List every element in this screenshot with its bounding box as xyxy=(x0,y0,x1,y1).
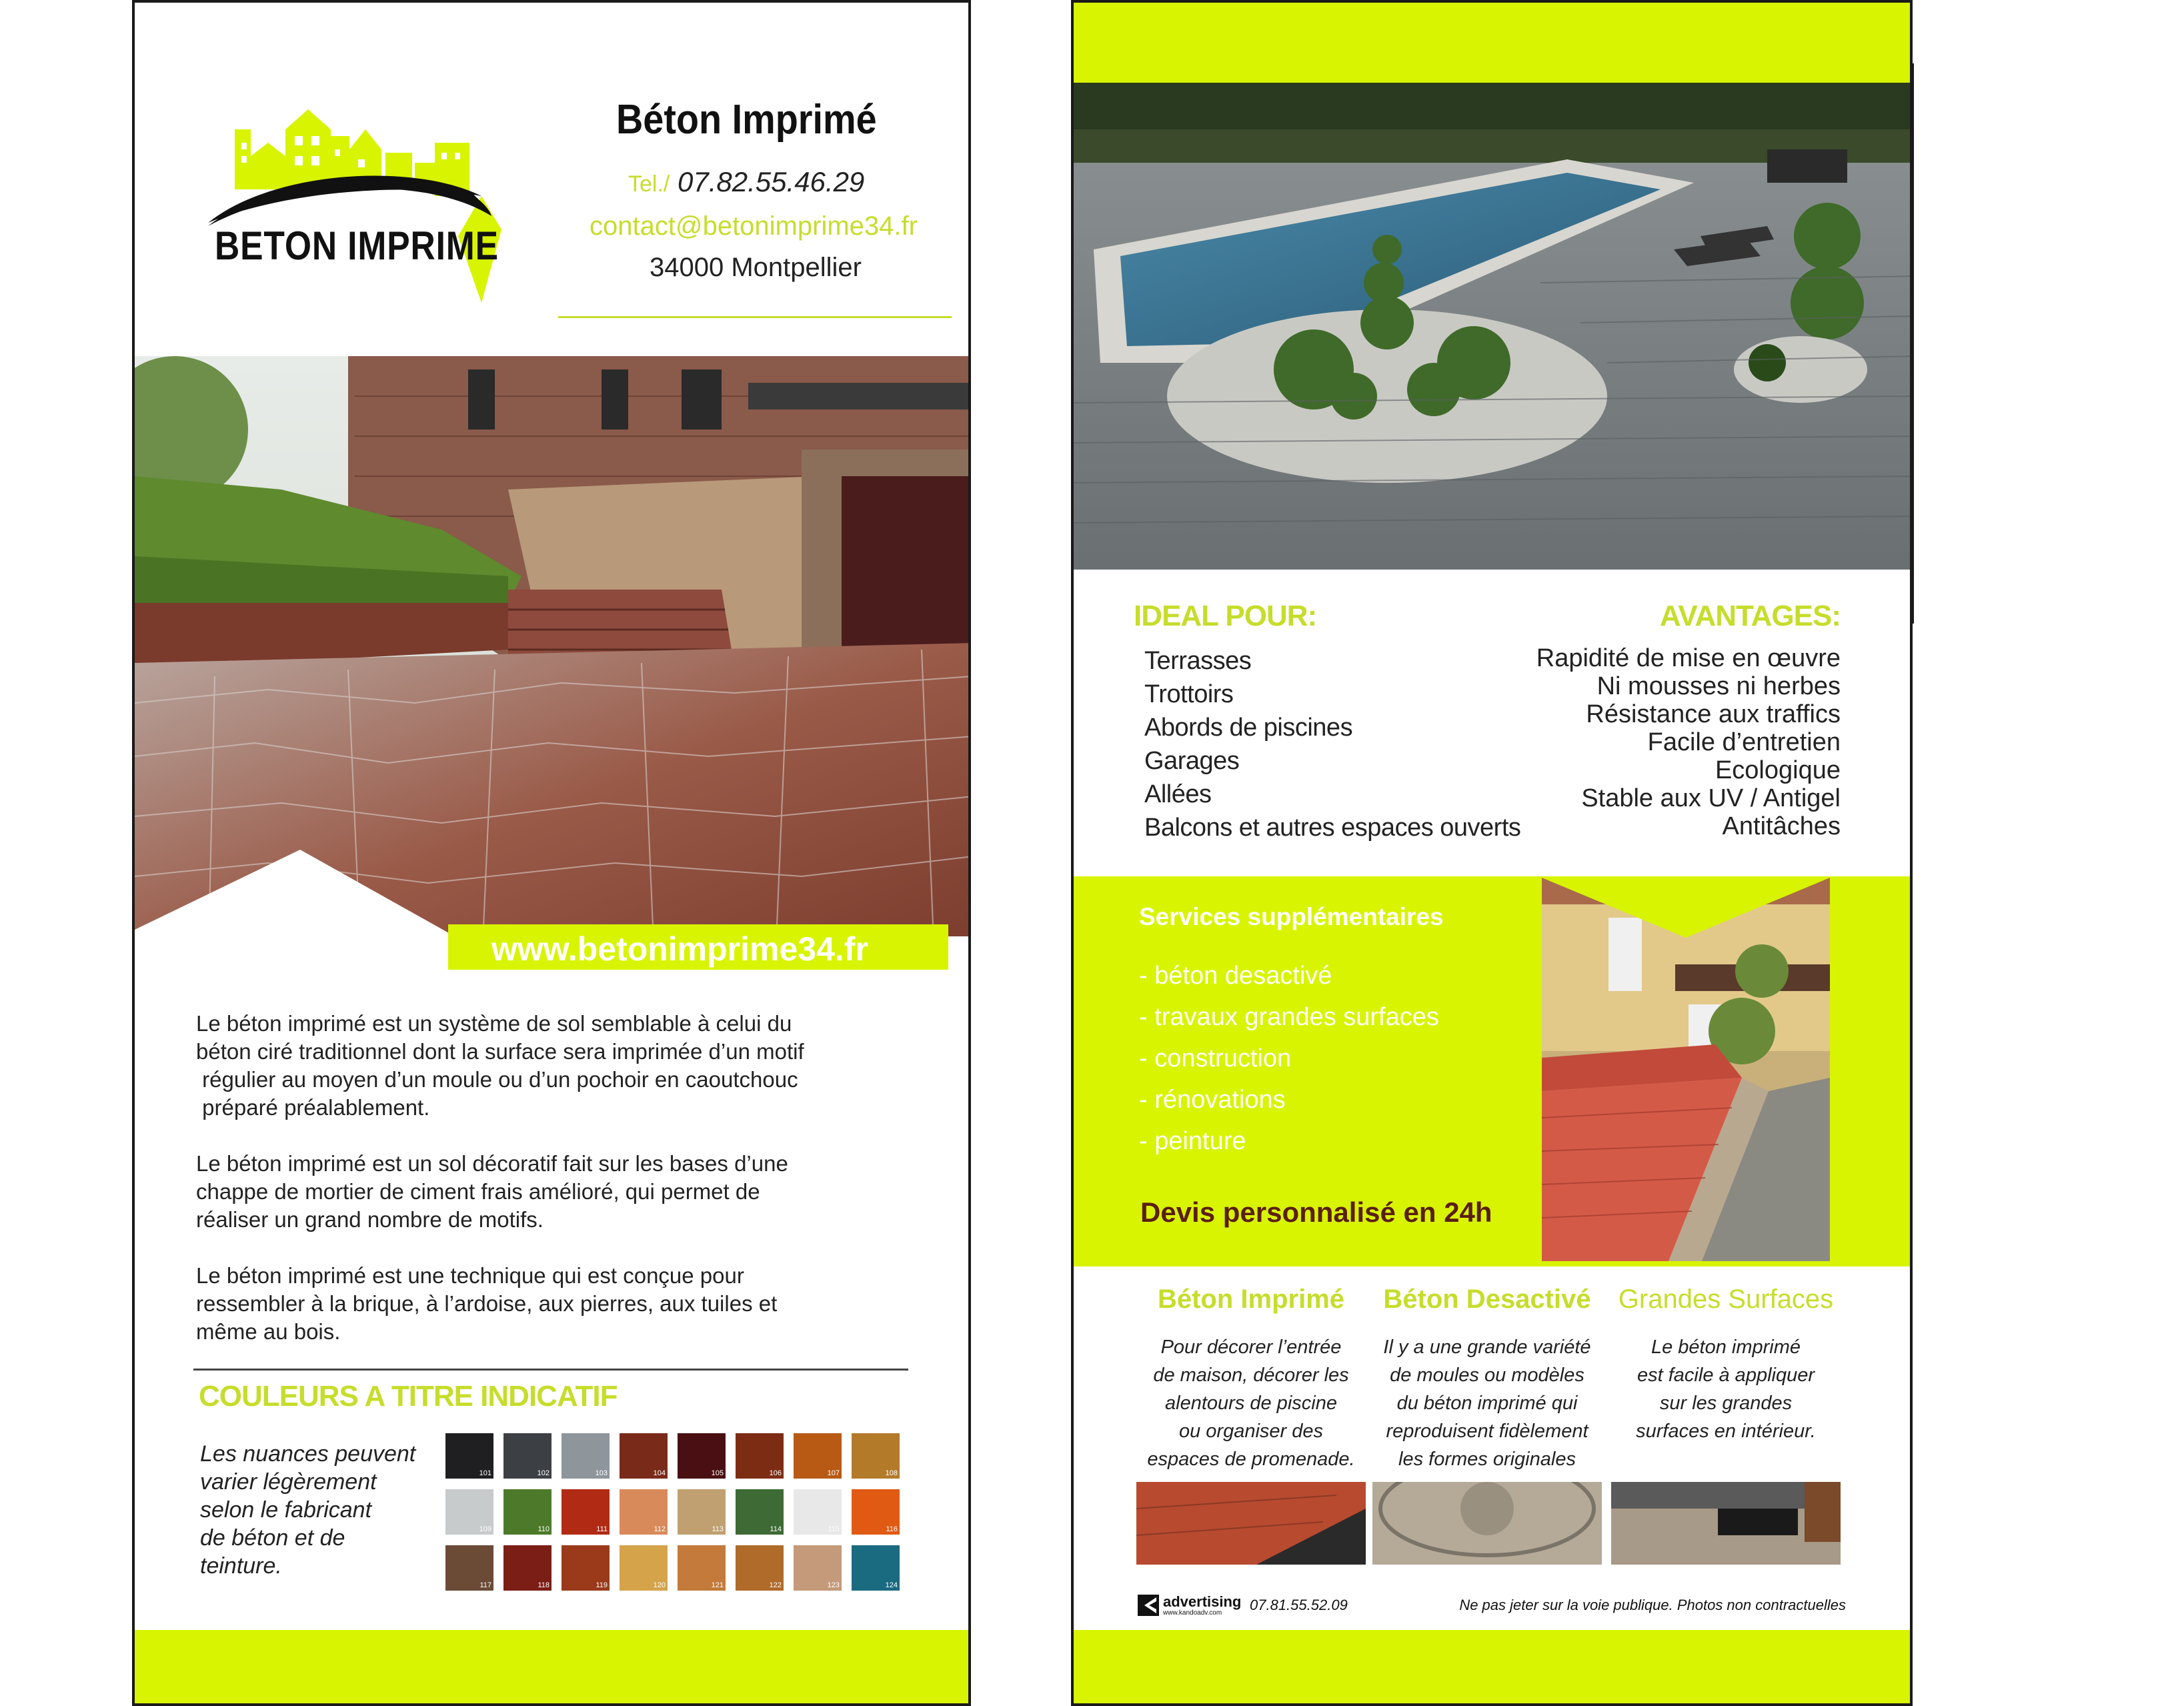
column-title: Grandes Surfaces xyxy=(1618,1285,1834,1314)
section-divider xyxy=(193,1369,908,1371)
phone-line xyxy=(628,166,864,198)
email-link[interactable]: contact@betonimprime34.fr xyxy=(590,211,918,241)
swatch-code: 104 xyxy=(653,1469,666,1477)
swatch-code: 101 xyxy=(479,1469,491,1477)
color-swatch xyxy=(445,1489,493,1535)
swatch-code: 103 xyxy=(595,1469,608,1477)
color-swatch xyxy=(445,1545,493,1591)
header-divider xyxy=(558,316,952,318)
paragraph-3: Le béton imprimé est une technique qui est conçue pour ressembler à la brique, à l’ardoise, aux pierres, aux tuiles et même au bois. xyxy=(196,1263,778,1344)
list-item: Facile d’entretien xyxy=(1647,728,1841,756)
swatch-code: 107 xyxy=(827,1469,840,1477)
services-list xyxy=(1139,955,1439,1162)
swatch-code: 102 xyxy=(537,1469,550,1477)
list-item: - béton desactivé xyxy=(1139,962,1332,990)
list-item: Ecologique xyxy=(1715,756,1841,784)
swatch-code: 106 xyxy=(769,1469,782,1477)
color-swatch xyxy=(736,1489,784,1535)
footer-phone: 07.81.55.52.09 xyxy=(1250,1597,1348,1613)
list-item: Balcons et autres espaces ouverts xyxy=(1144,814,1521,842)
swatch-code: 116 xyxy=(886,1525,898,1533)
swatch-code: 119 xyxy=(596,1581,608,1589)
swatch-code: 120 xyxy=(653,1581,666,1589)
colors-note: Les nuances peuvent varier légèrement selon le fabricant de béton et de teinture. xyxy=(200,1441,416,1579)
color-swatch xyxy=(794,1489,842,1535)
color-swatch xyxy=(678,1433,726,1479)
devis-text: Devis personnalisé en 24h xyxy=(1140,1196,1492,1228)
phone-number[interactable]: 07.82.55.46.29 xyxy=(678,166,865,197)
color-swatch xyxy=(503,1433,552,1479)
color-swatch xyxy=(852,1489,900,1535)
swatch-code: 114 xyxy=(770,1525,782,1533)
column-text: Pour décorer l’entrée de maison, décorer les alentours de piscine ou organiser des espaces de promenade. xyxy=(1147,1337,1355,1470)
city-skyline-icon xyxy=(195,89,541,303)
pool-photo xyxy=(1074,83,1913,570)
list-item: Antitâches xyxy=(1722,812,1841,840)
ideal-list xyxy=(1144,644,1520,844)
swatch-code: 117 xyxy=(479,1581,491,1589)
top-lime-band xyxy=(1074,3,1913,83)
red-steps-photo xyxy=(1542,878,1830,1261)
swatch-code: 123 xyxy=(827,1581,840,1589)
right-flyer-panel xyxy=(1071,0,1913,1706)
website-link[interactable]: www.betonimprime34.fr xyxy=(491,930,868,968)
color-swatch xyxy=(852,1545,900,1591)
footer-brand: advertising xyxy=(1163,1593,1242,1610)
column-text: Le béton imprimé est facile à appliquer sur les grandes surfaces en intérieur. xyxy=(1636,1337,1816,1442)
column-photo-3 xyxy=(1611,1482,1841,1565)
column-title: Béton Imprimé xyxy=(1157,1285,1345,1314)
swatch-code: 105 xyxy=(711,1469,724,1477)
paragraph-1: Le béton imprimé est un système de sol semblable à celui du béton ciré traditionnel dont la surface sera imprimée d’un motif régulier au moyen d’un moule ou d’un pochoir en caoutchouc préparé préalablement. xyxy=(196,1011,804,1120)
swatch-code: 121 xyxy=(711,1581,724,1589)
column-title: Béton Desactivé xyxy=(1383,1285,1591,1314)
swatch-code: 109 xyxy=(479,1525,491,1533)
driveway-photo xyxy=(135,356,971,973)
color-swatch xyxy=(736,1545,784,1591)
right-edge-rule xyxy=(1911,63,1914,624)
description-text xyxy=(196,1010,804,1346)
swatch-code: 122 xyxy=(769,1581,782,1589)
list-item: Terrasses xyxy=(1144,647,1252,675)
list-item: - peinture xyxy=(1139,1127,1246,1155)
color-swatch-grid xyxy=(445,1433,912,1607)
bottom-lime-band xyxy=(135,1630,971,1706)
list-item: Ni mousses ni herbes xyxy=(1596,672,1841,700)
swatch-code: 124 xyxy=(885,1581,898,1589)
logo-text: BETON IMPRIME xyxy=(215,223,499,268)
color-swatch xyxy=(562,1433,610,1479)
color-swatch xyxy=(445,1433,493,1479)
colors-heading: COULEURS A TITRE INDICATIF xyxy=(199,1380,618,1413)
list-item: Trottoirs xyxy=(1144,680,1234,708)
list-item: Résistance aux traffics xyxy=(1586,700,1841,728)
city-text: 34000 Montpellier xyxy=(650,253,862,282)
color-swatch xyxy=(503,1489,552,1535)
list-item: - construction xyxy=(1139,1044,1292,1072)
list-item: - rénovations xyxy=(1139,1086,1286,1114)
company-logo xyxy=(195,89,541,303)
column-photo-1 xyxy=(1136,1482,1366,1565)
services-heading: Services supplémentaires xyxy=(1139,903,1444,930)
color-swatch xyxy=(678,1545,726,1591)
color-swatch xyxy=(736,1433,784,1479)
swatch-code: 118 xyxy=(537,1581,550,1589)
bottom-lime-band-right xyxy=(1074,1630,1913,1706)
swatch-code: 113 xyxy=(712,1525,724,1533)
footer-brand-url: www.kandoadv.com xyxy=(1163,1609,1222,1617)
phone-label: Tel./ xyxy=(628,171,670,197)
color-swatch xyxy=(794,1545,842,1591)
color-swatch xyxy=(620,1545,668,1591)
list-item: Abords de piscines xyxy=(1144,714,1353,742)
left-flyer-panel xyxy=(132,0,971,1706)
footer-disclaimer: Ne pas jeter sur la voie publique. Photos non contractuelles xyxy=(1459,1597,1846,1613)
color-swatch xyxy=(562,1489,610,1535)
list-item: Garages xyxy=(1144,747,1240,775)
column-photo-2 xyxy=(1372,1482,1602,1565)
color-swatch xyxy=(562,1545,610,1591)
swatch-code: 112 xyxy=(654,1525,666,1533)
list-item: Rapidité de mise en œuvre xyxy=(1536,644,1841,672)
k-logo-icon xyxy=(1138,1595,1159,1616)
swatch-code: 110 xyxy=(537,1525,550,1533)
swatch-code: 111 xyxy=(596,1525,608,1533)
column-text: Il y a une grande variété de moules ou modèles du béton imprimé qui reproduisent fidèlement les formes originales xyxy=(1383,1337,1591,1470)
list-item: Allées xyxy=(1144,780,1212,808)
color-swatch xyxy=(852,1433,900,1479)
paragraph-2: Le béton imprimé est un sol décoratif fait sur les bases d’une chappe de mortier de ciment frais amélioré, qui permet de réaliser un grand nombre de motifs. xyxy=(196,1151,788,1232)
page-title: Béton Imprimé xyxy=(616,97,877,143)
color-swatch xyxy=(620,1433,668,1479)
avantages-heading: AVANTAGES: xyxy=(1659,600,1841,632)
footer-logo xyxy=(1138,1593,1244,1620)
swatch-code: 108 xyxy=(885,1469,898,1477)
color-swatch xyxy=(678,1489,726,1535)
color-swatch xyxy=(620,1489,668,1535)
ideal-heading: IDEAL POUR: xyxy=(1134,600,1317,632)
avantages-list xyxy=(1536,644,1841,840)
color-swatch xyxy=(794,1433,842,1479)
color-swatch xyxy=(503,1545,552,1591)
swatch-code: 115 xyxy=(828,1525,840,1533)
list-item: Stable aux UV / Antigel xyxy=(1581,784,1841,812)
list-item: - travaux grandes surfaces xyxy=(1139,1003,1439,1031)
